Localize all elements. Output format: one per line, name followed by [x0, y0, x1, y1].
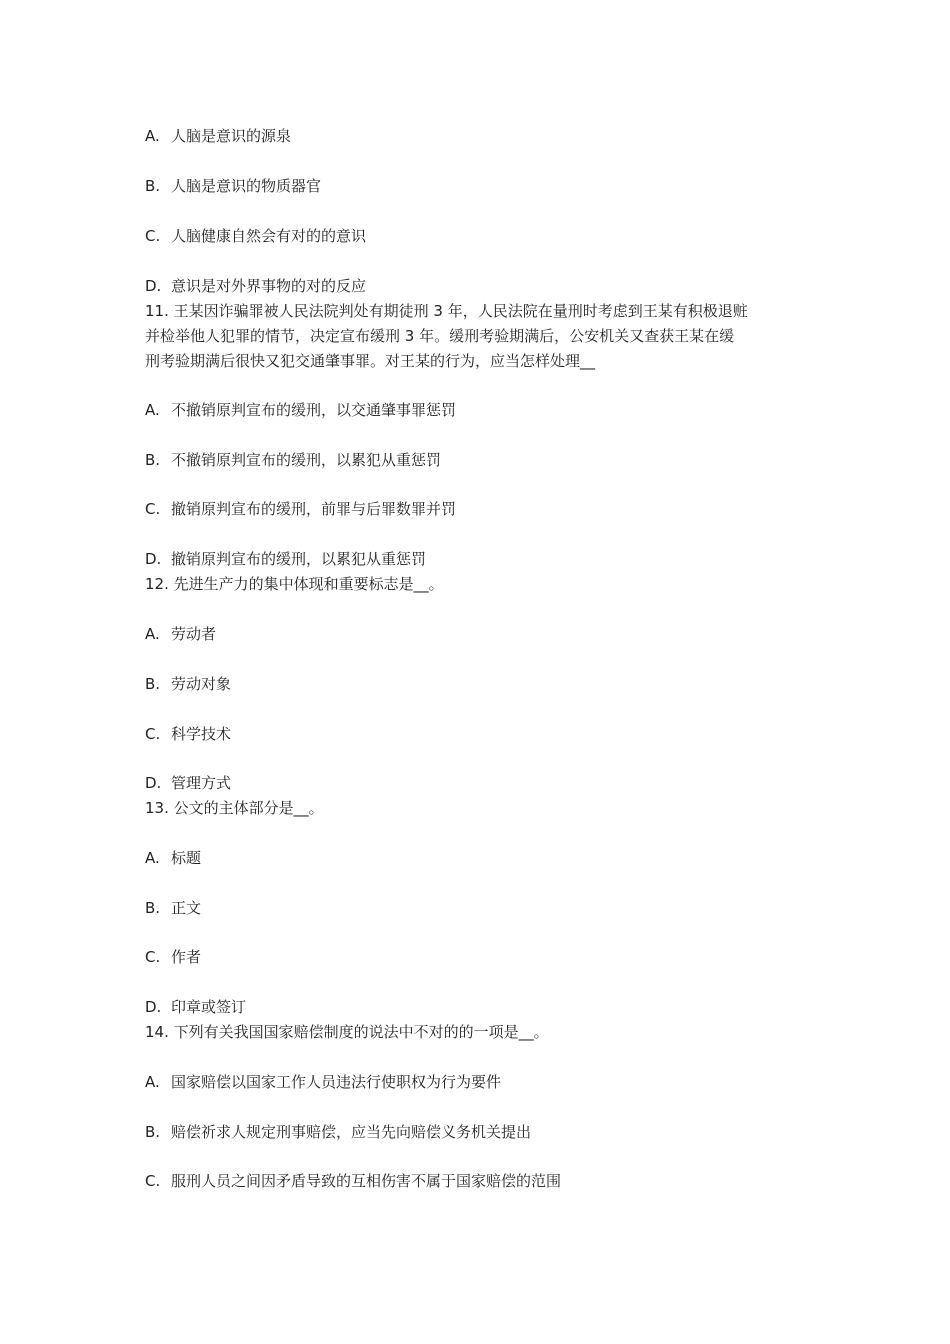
- option-text: 人脑是意识的物质器官: [171, 177, 322, 195]
- q13-stem: 13. 公文的主体部分是__。: [145, 799, 324, 817]
- q13-option-b: [145, 896, 201, 920]
- q12-stem: 12. 先进生产力的集中体现和重要标志是__。: [145, 575, 444, 593]
- option-letter: D.: [145, 774, 162, 792]
- option-text: 国家赔偿以国家工作人员违法行使职权为行为要件: [171, 1073, 502, 1091]
- option-letter: D.: [145, 277, 162, 295]
- option-letter: A.: [145, 127, 160, 145]
- q11-option-d: [145, 547, 426, 571]
- option-text: 标题: [171, 849, 202, 867]
- option-letter: C.: [145, 1172, 161, 1190]
- option-text: 意识是对外界事物的对的反应: [171, 277, 367, 295]
- q13-option-a: [145, 846, 201, 870]
- q14-option-c: [145, 1169, 561, 1193]
- option-text: 劳动者: [171, 625, 217, 643]
- q11-option-b: [145, 448, 441, 472]
- q11-option-c: [145, 497, 456, 521]
- option-text: 管理方式: [171, 774, 232, 792]
- option-text: 服刑人员之间因矛盾导致的互相伤害不属于国家赔偿的范围: [171, 1172, 562, 1190]
- option-letter: C.: [145, 227, 161, 245]
- q10-option-d: [145, 274, 366, 298]
- q12-option-c: [145, 722, 231, 746]
- q10-option-c: [145, 224, 366, 248]
- q12-option-d: [145, 771, 231, 795]
- option-text: 作者: [171, 948, 202, 966]
- option-letter: C.: [145, 725, 161, 743]
- option-letter: B.: [145, 451, 161, 469]
- q12-option-b: [145, 672, 231, 696]
- q13-option-d: [145, 995, 246, 1019]
- q12-option-a: [145, 622, 216, 646]
- option-letter: A.: [145, 849, 160, 867]
- q11-option-a: [145, 398, 456, 422]
- option-letter: B.: [145, 675, 161, 693]
- option-letter: D.: [145, 998, 162, 1016]
- q10-option-b: [145, 174, 321, 198]
- option-text: 人脑健康自然会有对的的意识: [171, 227, 367, 245]
- option-letter: D.: [145, 550, 162, 568]
- q14-stem: 14. 下列有关我国国家赔偿制度的说法中不对的的一项是__。: [145, 1023, 549, 1041]
- option-text: 不撤销原判宣布的缓刑，以交通肇事罪惩罚: [171, 401, 457, 419]
- q14-option-b: [145, 1120, 531, 1144]
- option-text: 正文: [171, 899, 202, 917]
- option-text: 印章或签订: [171, 998, 247, 1016]
- option-letter: B.: [145, 177, 161, 195]
- q11-stem-line-3: 刑考验期满后很快又犯交通肇事罪。对王某的行为，应当怎样处理__: [145, 352, 596, 370]
- option-letter: B.: [145, 899, 161, 917]
- option-text: 赔偿祈求人规定刑事赔偿，应当先向赔偿义务机关提出: [171, 1123, 532, 1141]
- option-letter: A.: [145, 625, 160, 643]
- q11-stem-line-1: 11. 王某因诈骗罪被人民法院判处有期徒刑 3 年，人民法院在量刑时考虑到王某有积极退赃: [145, 302, 748, 320]
- q11-stem-line-2: 并检举他人犯罪的情节，决定宣布缓刑 3 年。缓刑考验期满后，公安机关又查获王某在缓: [145, 327, 735, 345]
- option-text: 撤销原判宣布的缓刑，以累犯从重惩罚: [171, 550, 427, 568]
- q13-option-c: [145, 945, 201, 969]
- option-text: 人脑是意识的源泉: [171, 127, 292, 145]
- option-letter: C.: [145, 948, 161, 966]
- option-text: 科学技术: [171, 725, 232, 743]
- option-text: 不撤销原判宣布的缓刑，以累犯从重惩罚: [171, 451, 442, 469]
- option-text: 撤销原判宣布的缓刑，前罪与后罪数罪并罚: [171, 500, 457, 518]
- q14-option-a: [145, 1070, 501, 1094]
- option-letter: A.: [145, 1073, 160, 1091]
- option-text: 劳动对象: [171, 675, 232, 693]
- option-letter: A.: [145, 401, 160, 419]
- option-letter: B.: [145, 1123, 161, 1141]
- q10-option-a: [145, 124, 291, 148]
- option-letter: C.: [145, 500, 161, 518]
